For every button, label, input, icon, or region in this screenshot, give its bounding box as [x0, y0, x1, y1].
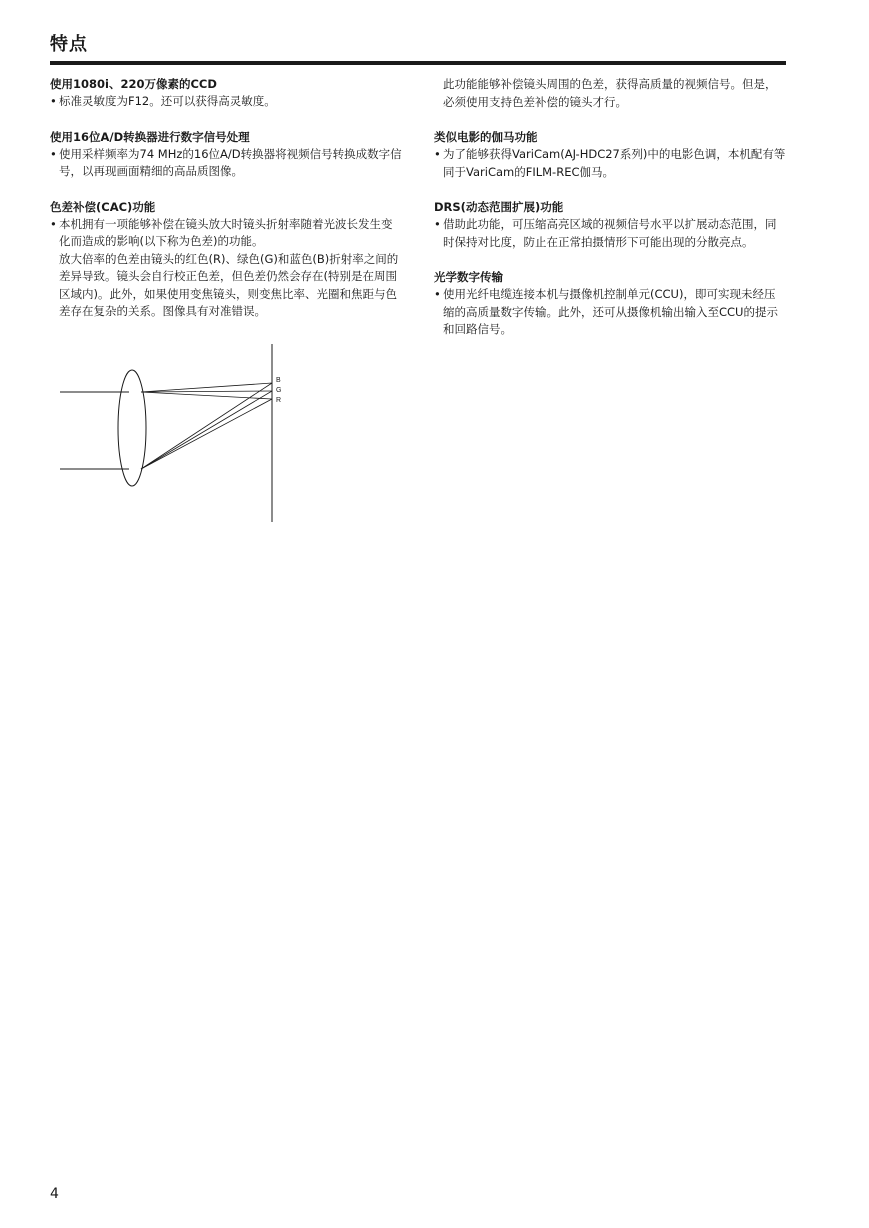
section-optical-transmission	[434, 269, 786, 339]
section-film-gamma	[434, 129, 786, 181]
label-b: B	[276, 377, 281, 384]
bullet-mark: •	[434, 147, 441, 161]
bullet-item	[50, 146, 402, 181]
right-column	[434, 76, 786, 339]
bullet-item	[50, 216, 402, 251]
bullet-item	[434, 286, 786, 339]
section-heading: 色差补偿(CAC)功能	[50, 199, 156, 214]
ray-bottom-r	[141, 399, 272, 469]
title-rule	[50, 61, 786, 65]
bullet-mark: •	[434, 217, 441, 231]
label-g: G	[276, 387, 282, 394]
section-heading: 使用16位A/D转换器进行数字信号处理	[50, 129, 250, 144]
section-ad-converter	[50, 129, 402, 181]
bullet-text: 借助此功能，可压缩高亮区域的视频信号水平以扩展动态范围，同时保持对比度，防止在正常拍摄情形下可能出现的分散亮点。	[443, 217, 777, 249]
section-drs	[434, 199, 786, 251]
ray-top-b	[141, 383, 272, 392]
section-cac	[50, 199, 402, 321]
bullet-mark: •	[50, 146, 57, 161]
bullet-item	[50, 93, 402, 111]
section-heading: DRS(动态范围扩展)功能	[434, 200, 564, 214]
bullet-item	[434, 146, 786, 181]
bullet-mark: •	[50, 216, 57, 231]
bullet-mark: •	[434, 287, 441, 301]
bullet-text: 标准灵敏度为F12。还可以获得高灵敏度。	[59, 94, 276, 108]
ray-bottom-g	[141, 391, 272, 469]
bullet-text: 使用采样频率为74 MHz的16位A/D转换器将视频信号转换成数字信号，以再现画面精细的高品质图像。	[59, 146, 402, 178]
section-ccd	[50, 76, 402, 111]
page-number: 4	[50, 1186, 59, 1202]
bullet-item	[434, 216, 786, 251]
continuation-text: 此功能能够补偿镜头周围的色差，获得高质量的视频信号。但是，必须使用支持色差补偿的镜头才行。	[443, 77, 777, 109]
bullet-text: 使用光纤电缆连接本机与摄像机控制单元(CCU)，即可实现未经压缩的高质量数字传输。此外，还可从摄像机输出输入至CCU的提示和回路信号。	[443, 287, 778, 336]
section-heading: 使用1080i、220万像素的CCD	[50, 77, 217, 91]
label-r: R	[276, 397, 282, 404]
bullet-text: 本机拥有一项能够补偿在镜头放大时镜头折射率随着光波长发生变化而造成的影响(以下称为色差)的功能。	[59, 216, 393, 248]
section-heading: 类似电影的伽马功能	[434, 130, 538, 144]
left-column	[50, 76, 402, 321]
bullet-mark: •	[50, 94, 57, 108]
chromatic-aberration-diagram	[55, 342, 295, 524]
bullet-text: 为了能够获得VariCam(AJ-HDC27系列)中的电影色调，本机配有等同于VariCam的FILM-REC伽马。	[443, 147, 786, 179]
ray-top-g	[141, 391, 272, 392]
page-title: 特点	[50, 34, 88, 55]
continuation-text: 放大倍率的色差由镜头的红色(R)、绿色(G)和蓝色(B)折射率之间的差异导致。镜头会自行校正色差，但色差仍然会存在(特别是在周围区域内)。此外，如果使用变焦镜头，则变焦比率、光圈和焦距与色差存在复杂的关系。图像具有对准错误。	[59, 251, 399, 318]
section-heading: 光学数字传输	[434, 270, 503, 284]
